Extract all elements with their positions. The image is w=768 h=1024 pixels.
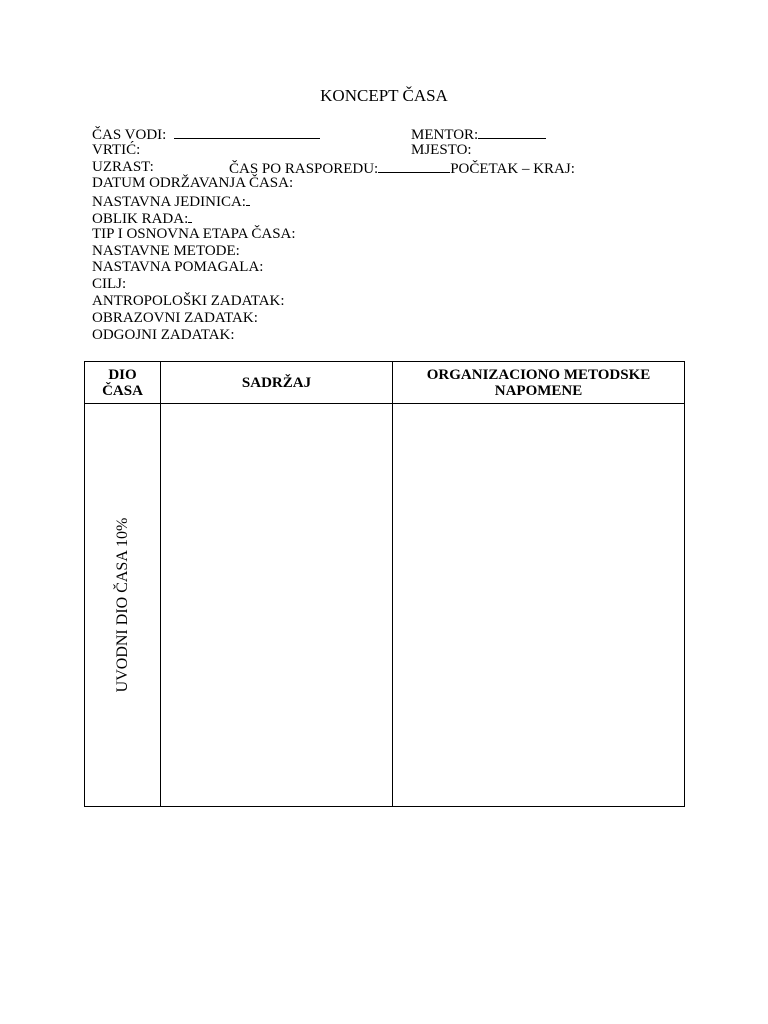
cas-po-rasporedu-blank[interactable] [378,159,450,173]
header-sadrzaj: SADRŽAJ [161,362,393,404]
obrazovni-label: OBRAZOVNI ZADATAK: [92,309,258,326]
header-napomene: ORGANIZACIONO METODSKE NAPOMENE [393,362,685,404]
antropoloski-label: ANTROPOLOŠKI ZADATAK: [92,292,285,309]
oblik-rada-label: OBLIK RADA: [92,210,189,227]
nastavna-pomagala-label: NASTAVNA POMAGALA: [92,259,264,276]
row-vrtic-mjesto [92,141,472,159]
cilj-label: CILJ: [92,276,127,293]
table-header-row [85,362,685,404]
sadrzaj-cell[interactable] [161,404,393,807]
uzrast-label: UZRAST: [92,158,154,175]
mentor-label: MENTOR: [411,127,479,143]
dio-casa-cell [85,404,161,807]
mentor-blank[interactable] [478,125,546,139]
header-dio-casa: DIO ČASA [85,362,161,404]
lesson-plan-table [84,361,685,807]
odgojni-label: ODGOJNI ZADATAK: [92,326,235,343]
uvodni-dio-label: UVODNI DIO ČASA 10% [113,517,131,693]
tip-etapa-label: TIP I OSNOVNA ETAPA ČASA: [92,225,296,242]
vrtic-label: VRTIĆ: [92,141,141,158]
cas-po-rasporedu-label: ČAS PO RASPOREDU: [229,160,379,177]
nastavne-metode-label: NASTAVNE METODE: [92,242,240,259]
row-uzrast [92,158,575,177]
nastavna-jedinica-blank[interactable] [246,192,250,206]
lesson-fields [92,125,575,343]
nastavna-jedinica-label: NASTAVNA JEDINICA: [92,194,246,211]
napomene-cell[interactable] [393,404,685,807]
table-row [85,404,685,807]
datum-label: DATUM ODRŽAVANJA ČASA: [92,175,294,192]
mjesto-label: MJESTO: [411,141,472,158]
pocetak-kraj-label: POČETAK – KRAJ: [450,160,575,177]
cas-vodi-label: ČAS VODI: [92,127,167,143]
cas-vodi-blank[interactable] [174,125,320,139]
page-title: KONCEPT ČASA [320,86,448,105]
oblik-rada-blank[interactable] [188,209,192,223]
row-cas-vodi-mentor [92,125,479,143]
